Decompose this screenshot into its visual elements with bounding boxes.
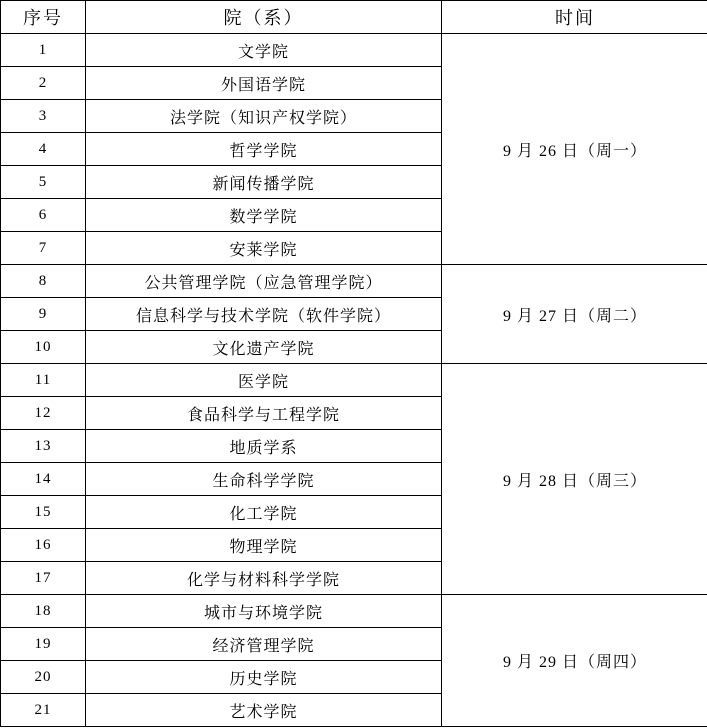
cell-index: 17	[1, 562, 86, 595]
table-header	[1, 1, 707, 34]
cell-index: 4	[1, 133, 86, 166]
cell-index: 10	[1, 331, 86, 364]
cell-index: 19	[1, 628, 86, 661]
cell-index: 15	[1, 496, 86, 529]
column-header-department: 院（系）	[86, 1, 442, 34]
cell-index: 21	[1, 694, 86, 727]
cell-index: 2	[1, 67, 86, 100]
cell-department: 医学院	[86, 364, 442, 397]
cell-index: 11	[1, 364, 86, 397]
cell-index: 14	[1, 463, 86, 496]
cell-time: 9 月 28 日（周三）	[442, 364, 707, 595]
cell-department: 数学学院	[86, 199, 442, 232]
cell-index: 12	[1, 397, 86, 430]
cell-index: 16	[1, 529, 86, 562]
cell-department: 城市与环境学院	[86, 595, 442, 628]
cell-department: 法学院（知识产权学院）	[86, 100, 442, 133]
cell-index: 3	[1, 100, 86, 133]
cell-index: 9	[1, 298, 86, 331]
cell-index: 20	[1, 661, 86, 694]
cell-department: 历史学院	[86, 661, 442, 694]
cell-department: 安莱学院	[86, 232, 442, 265]
cell-department: 物理学院	[86, 529, 442, 562]
cell-time: 9 月 27 日（周二）	[442, 265, 707, 364]
cell-index: 5	[1, 166, 86, 199]
cell-index: 6	[1, 199, 86, 232]
cell-department: 化学与材料科学学院	[86, 562, 442, 595]
cell-index: 13	[1, 430, 86, 463]
cell-time: 9 月 26 日（周一）	[442, 34, 707, 265]
cell-department: 外国语学院	[86, 67, 442, 100]
cell-index: 1	[1, 34, 86, 67]
cell-department: 哲学学院	[86, 133, 442, 166]
cell-time: 9 月 29 日（周四）	[442, 595, 707, 727]
cell-department: 生命科学学院	[86, 463, 442, 496]
column-header-index: 序号	[1, 1, 86, 34]
table-row	[1, 364, 707, 397]
cell-department: 文学院	[86, 34, 442, 67]
cell-index: 7	[1, 232, 86, 265]
table-row	[1, 34, 707, 67]
cell-department: 化工学院	[86, 496, 442, 529]
cell-department: 经济管理学院	[86, 628, 442, 661]
cell-department: 公共管理学院（应急管理学院）	[86, 265, 442, 298]
cell-index: 18	[1, 595, 86, 628]
cell-department: 艺术学院	[86, 694, 442, 727]
column-header-time: 时间	[442, 1, 707, 34]
cell-department: 文化遗产学院	[86, 331, 442, 364]
cell-index: 8	[1, 265, 86, 298]
cell-department: 信息科学与技术学院（软件学院）	[86, 298, 442, 331]
table-header-row	[1, 1, 707, 34]
table-body	[1, 34, 707, 727]
table-row	[1, 265, 707, 298]
cell-department: 食品科学与工程学院	[86, 397, 442, 430]
table-row	[1, 595, 707, 628]
cell-department: 地质学系	[86, 430, 442, 463]
cell-department: 新闻传播学院	[86, 166, 442, 199]
